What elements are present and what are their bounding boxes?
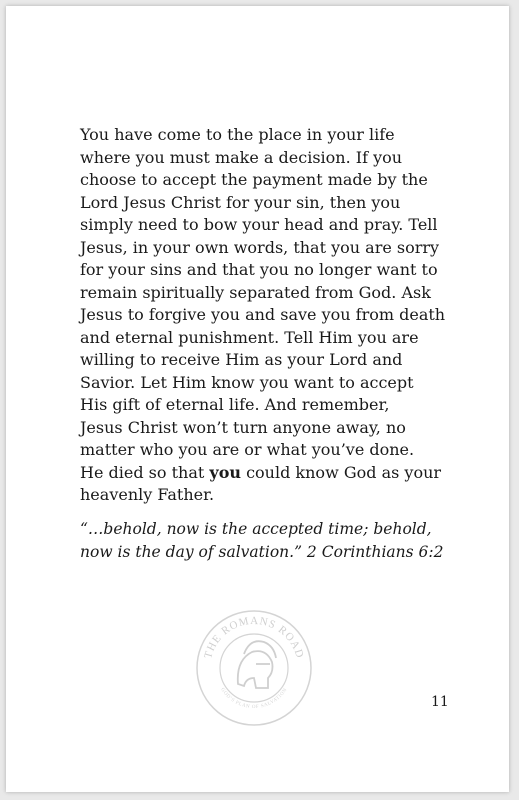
emphasis-after: could know God as your	[241, 462, 442, 482]
svg-text:THE ROMANS ROAD	[202, 615, 306, 660]
body-line: Savior. Let Him know you want to accept	[80, 372, 414, 392]
body-line: remain spiritually separated from God. Ask	[80, 282, 431, 302]
emphasized-word: you	[209, 462, 241, 482]
body-line: for your sins and that you no longer want to	[80, 260, 438, 279]
page-number: 11	[431, 694, 449, 710]
body-line: Lord Jesus Christ for your sin, then you	[80, 192, 401, 212]
quote-line: “…behold, now is the accepted time; behold,	[80, 520, 432, 538]
body-line: willing to receive Him as your Lord and	[80, 350, 403, 369]
body-line: simply need to bow your head and pray. Tell	[80, 215, 438, 234]
quote-line: now is the day of salvation.” 2 Corinthians 6:2	[80, 542, 444, 561]
book-page	[6, 6, 509, 792]
seal-text: THE ROMANS ROAD	[202, 614, 306, 661]
body-line: heavenly Father.	[80, 485, 215, 504]
body-line: Jesus Christ won’t turn anyone away, no	[80, 417, 406, 437]
body-line: where you must make a decision. If you	[80, 147, 403, 167]
romans-road-seal-icon	[194, 608, 314, 728]
body-line: Jesus to forgive you and save you from death	[80, 305, 446, 324]
scripture-quote	[80, 518, 460, 563]
svg-text:GOD’S PLAN OF SALVATION	[219, 687, 288, 710]
body-line: You have come to the place in your life	[80, 125, 395, 144]
body-line: His gift of eternal life. And remember,	[80, 395, 390, 414]
body-line: matter who you are or what you’ve done.	[80, 440, 415, 459]
seal-subtext: GOD’S PLAN OF SALVATION	[219, 687, 289, 711]
helmet-icon	[238, 641, 276, 688]
body-line-emphasis	[80, 462, 440, 485]
body-line: choose to accept the payment made by the	[80, 170, 428, 189]
body-paragraph	[80, 124, 446, 507]
body-line: and eternal punishment. Tell Him you are	[80, 327, 419, 347]
emphasis-before: He died so that	[80, 462, 210, 482]
body-line: Jesus, in your own words, that you are sorry	[80, 237, 440, 257]
